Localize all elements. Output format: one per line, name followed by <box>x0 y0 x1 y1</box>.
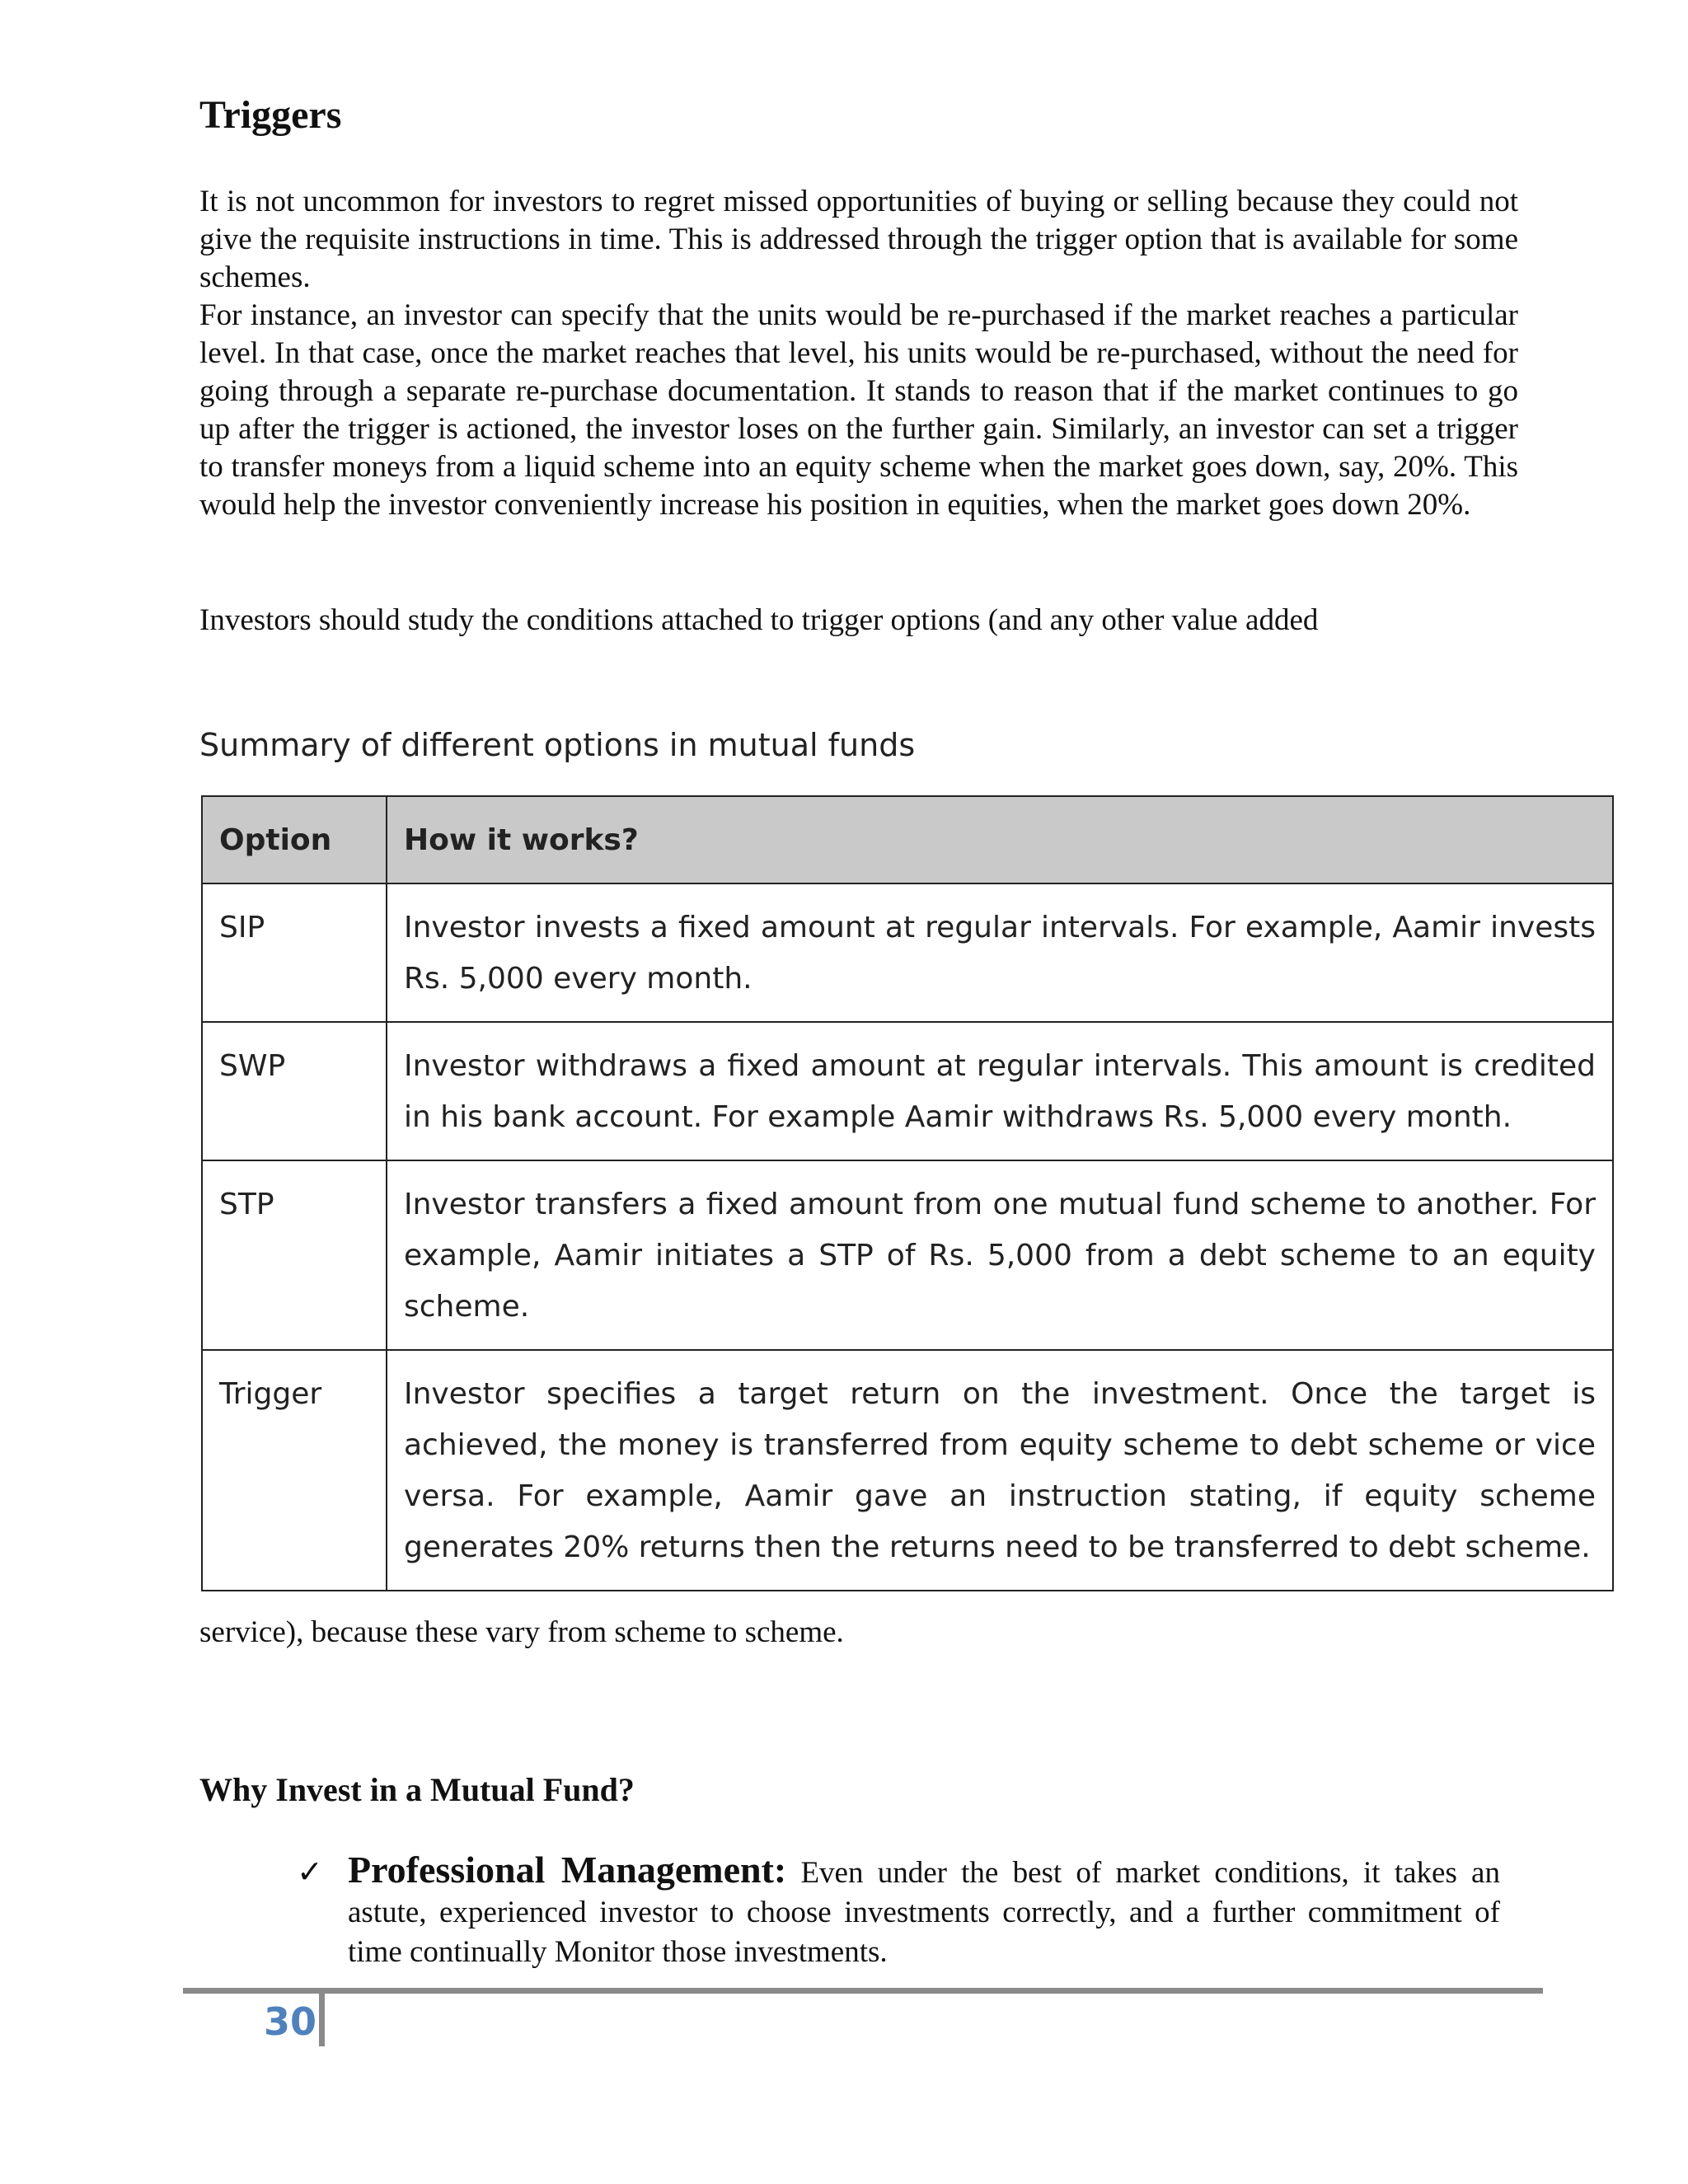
page-number: 30 <box>264 1999 317 2044</box>
description-cell: Investor transfers a fixed amount from one mutual fund scheme to another. For example, Aamir initiates a STP of Rs. 5,000 from a debt scheme to an equity scheme. <box>387 1160 1613 1350</box>
bullet-title: Professional Management: <box>348 1849 787 1891</box>
table-row <box>202 883 1613 1022</box>
paragraph-continuation: service), because these vary from scheme to scheme. <box>199 1615 844 1649</box>
column-header-how-it-works: How it works? <box>387 796 1613 883</box>
table-title: Summary of different options in mutual funds <box>199 727 916 763</box>
paragraph-intro: It is not uncommon for investors to regret missed opportunities of buying or selling because they could not give the requisite instructions in time. This is addressed through the trigger option that is available for some schemes. <box>199 185 1518 294</box>
options-summary-table <box>201 795 1614 1591</box>
description-cell: Investor invests a fixed amount at regular intervals. For example, Aamir invests Rs. 5,000 every month. <box>387 883 1613 1022</box>
section-heading-why-invest: Why Invest in a Mutual Fund? <box>199 1771 635 1808</box>
table-row <box>202 1350 1613 1591</box>
footer-vertical-divider <box>319 1994 325 2046</box>
column-header-option: Option <box>202 796 387 883</box>
table-row <box>202 1160 1613 1350</box>
option-cell: SWP <box>202 1022 387 1160</box>
section-heading-triggers: Triggers <box>199 93 342 137</box>
description-cell: Investor specifies a target return on the investment. Once the target is achieved, the money is transferred from equity scheme to debt scheme or vice versa. For example, Aamir gave an instruction stating, if equity scheme generates 20% returns then the returns need to be transferred to debt scheme. <box>387 1350 1613 1591</box>
bullet-text-block <box>348 1850 1500 1972</box>
option-cell: Trigger <box>202 1350 387 1591</box>
description-cell: Investor withdraws a fixed amount at regular intervals. This amount is credited in his bank account. For example Aamir withdraws Rs. 5,000 every month. <box>387 1022 1613 1160</box>
bullet-body: Even under the best of market conditions, it takes an astute, experienced investor to choose investments correctly, and a further commitment of time continually Monitor those investments. <box>348 1856 1500 1969</box>
paragraph-study: Investors should study the conditions attached to trigger options (and any other value added <box>199 603 1319 637</box>
footer-divider <box>183 1988 1543 1994</box>
checkmark-icon: ✓ <box>297 1854 323 1890</box>
paragraph-example: For instance, an investor can specify that the units would be re-purchased if the market reaches a particular level. In that case, once the market reaches that level, his units would be re-purchased, without the need for going through a separate re-purchase documentation. It stands to reason that if the market continues to go up after the trigger is actioned, the investor loses on the further gain. Similarly, an investor can set a trigger to transfer moneys from a liquid scheme into an equity scheme when the market goes down, say, 20%. This would help the investor conveniently increase his position in equities, when the market goes down 20%. <box>199 298 1518 522</box>
table-row <box>202 1022 1613 1160</box>
option-cell: STP <box>202 1160 387 1350</box>
option-cell: SIP <box>202 883 387 1022</box>
table-header-row <box>202 796 1613 883</box>
bullet-professional-management <box>297 1850 1500 1972</box>
